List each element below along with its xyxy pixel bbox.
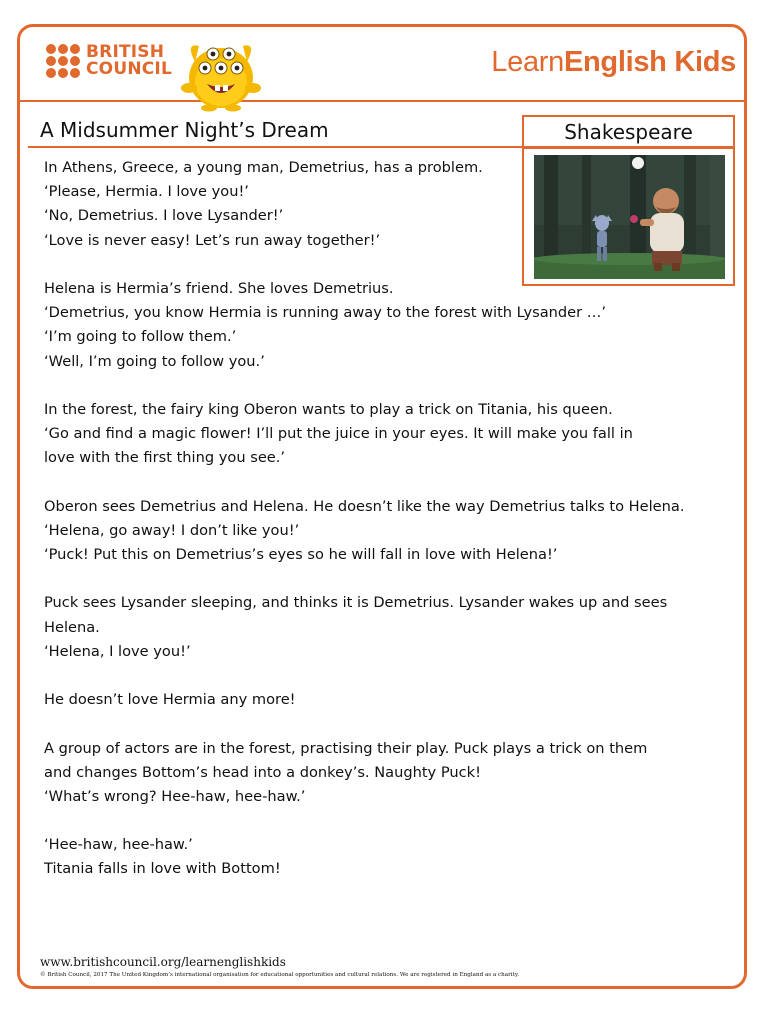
story-line: and changes Bottom’s head into a donkey’s. Naughty Puck! <box>44 763 481 781</box>
story-line: ‘I’m going to follow them.’ <box>44 328 237 346</box>
footer-url-link[interactable]: www.britishcouncil.org/learnenglishkids <box>40 955 286 969</box>
story-line: ‘Helena, I love you!’ <box>44 642 191 660</box>
footer-copyright: © British Council, 2017 The United Kingdom’s international organisation for educational opportunities and cultural relations. We are registered in England as a charity. <box>40 972 520 978</box>
story-line: ‘Please, Hermia. I love you!’ <box>44 183 249 201</box>
paragraph-7 <box>44 737 744 810</box>
paragraph-8 <box>44 833 744 881</box>
paragraph-3 <box>44 398 744 471</box>
story-line: In Athens, Greece, a young man, Demetrius, has a problem. <box>44 159 483 176</box>
story-line: ‘Helena, go away! I don’t like you!’ <box>44 521 300 539</box>
british-council-wordmark: BRITISH COUNCIL <box>86 42 172 79</box>
story-line: ‘What’s wrong? Hee-haw, hee-haw.’ <box>44 787 306 805</box>
story-line: In the forest, the fairy king Oberon wants to play a trick on Titania, his queen. <box>44 400 613 418</box>
story-line: ‘Go and find a magic flower! I’ll put the juice in your eyes. It will make you fall in <box>44 425 633 443</box>
story-line: ‘No, Demetrius. I love Lysander!’ <box>44 207 284 225</box>
story-line: ‘Love is never easy! Let’s run away together!’ <box>44 231 381 249</box>
story-line: ‘Well, I’m going to follow you.’ <box>44 352 265 370</box>
page-title: A Midsummer Night’s Dream <box>40 118 329 142</box>
title-underline <box>28 146 524 148</box>
paragraph-6 <box>44 688 744 712</box>
paragraph-4 <box>44 495 744 568</box>
story-text <box>44 156 744 882</box>
story-line: Titania falls in love with Bottom! <box>44 860 281 878</box>
paragraph-2 <box>44 277 744 374</box>
story-line: Puck sees Lysander sleeping, and thinks it is Demetrius. Lysander wakes up and sees <box>44 594 668 612</box>
story-line: love with the first thing you see.’ <box>44 449 286 467</box>
story-line: Helena. <box>44 618 100 636</box>
story-line: ‘Puck! Put this on Demetrius’s eyes so he will fall in love with Helena!’ <box>44 546 558 563</box>
story-line: ‘Demetrius, you know Hermia is running away to the forest with Lysander …’ <box>44 304 607 322</box>
story-line: He doesn’t love Hermia any more! <box>44 691 296 709</box>
story-line: Oberon sees Demetrius and Helena. He doesn’t like the way Demetrius talks to Helena. <box>44 497 685 515</box>
header-divider <box>17 100 747 102</box>
learnenglish-kids-logo: LearnEnglish Kids <box>491 46 736 78</box>
story-line: A group of actors are in the forest, practising their play. Puck plays a trick on them <box>44 739 648 757</box>
story-line: ‘Hee-haw, hee-haw.’ <box>44 836 193 854</box>
british-council-dots-icon <box>46 44 82 80</box>
paragraph-1 <box>44 156 744 253</box>
category-label: Shakespeare <box>522 115 735 148</box>
monster-mascot-icon <box>175 32 267 112</box>
paragraph-5 <box>44 591 744 664</box>
story-line: Helena is Hermia’s friend. She loves Demetrius. <box>44 279 394 297</box>
